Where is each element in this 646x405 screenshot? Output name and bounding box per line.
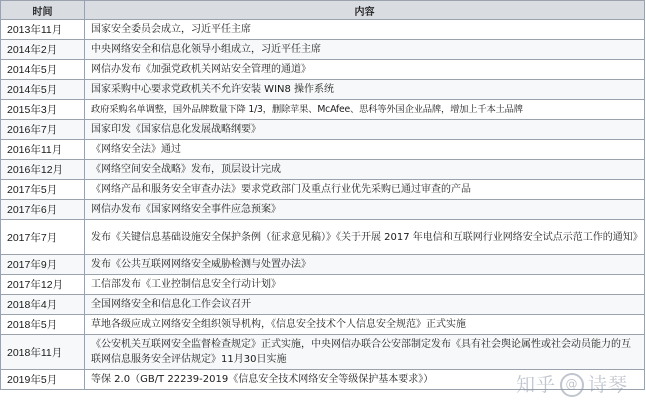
table-row — [1, 315, 645, 335]
table-row — [1, 160, 645, 180]
row-content: 国家安全委员会成立，习近平任主席 — [85, 20, 645, 40]
row-content: 《网络安全法》通过 — [85, 140, 645, 160]
watermark-author: 诗琴 — [587, 373, 628, 396]
table-body — [1, 20, 645, 390]
row-time: 2017年6月 — [1, 200, 85, 220]
table-header — [1, 1, 645, 20]
row-content: 《网络空间安全战略》发布，顶层设计完成 — [85, 160, 645, 180]
row-time: 2016年11月 — [1, 140, 85, 160]
table-row — [1, 220, 645, 255]
table-row — [1, 370, 645, 390]
table-row — [1, 20, 645, 40]
row-time: 2014年5月 — [1, 60, 85, 80]
table-row — [1, 275, 645, 295]
row-time: 2017年9月 — [1, 255, 85, 275]
row-time: 2014年2月 — [1, 40, 85, 60]
header-time: 时间 — [1, 1, 85, 20]
row-content: 网信办发布《国家网络安全事件应急预案》 — [85, 200, 645, 220]
row-time: 2014年5月 — [1, 80, 85, 100]
table-row — [1, 40, 645, 60]
row-content: 等保 2.0（GB/T 22239-2019《信息安全技术网络安全等级保护基本要求》） — [85, 370, 645, 390]
table-row — [1, 255, 645, 275]
table-row — [1, 140, 645, 160]
row-content: 草地各级应成立网络安全组织领导机构，《信息安全技术个人信息安全规范》正式实施 — [85, 315, 645, 335]
table-row — [1, 80, 645, 100]
row-content: 工信部发布《工业控制信息安全行动计划》 — [85, 275, 645, 295]
row-content: 国家印发《国家信息化发展战略纲要》 — [85, 120, 645, 140]
row-time: 2015年3月 — [1, 100, 85, 120]
header-row — [1, 1, 645, 20]
row-content: 网信办发布《加强党政机关网站安全管理的通道》 — [85, 60, 645, 80]
table-row — [1, 100, 645, 120]
row-time: 2016年7月 — [1, 120, 85, 140]
row-content: 中央网络安全和信息化领导小组成立，习近平任主席 — [85, 40, 645, 60]
row-content: 《网络产品和服务安全审查办法》要求党政部门及重点行业优先采购已通过审查的产品 — [85, 180, 645, 200]
table-row — [1, 120, 645, 140]
row-time: 2018年11月 — [1, 335, 85, 370]
row-content: 全国网络安全和信息化工作会议召开 — [85, 295, 645, 315]
table-row — [1, 335, 645, 370]
header-content: 内容 — [85, 1, 645, 20]
watermark-at-icon: @ — [560, 373, 584, 397]
row-content: 发布《公共互联网网络安全威胁检测与处置办法》 — [85, 255, 645, 275]
table-row — [1, 295, 645, 315]
row-time: 2018年4月 — [1, 295, 85, 315]
row-time: 2017年5月 — [1, 180, 85, 200]
row-time: 2017年12月 — [1, 275, 85, 295]
row-content: 《公安机关互联网安全监督检查规定》正式实施，中央网信办联合公安部制定发布《具有社会舆论属性或社会动员能力的互联网信息服务安全评估规定》11月30日实施 — [85, 335, 645, 370]
watermark-brand: 知乎 — [515, 373, 556, 396]
row-time: 2017年7月 — [1, 220, 85, 255]
row-time: 2018年5月 — [1, 315, 85, 335]
row-time: 2016年12月 — [1, 160, 85, 180]
table-row — [1, 180, 645, 200]
row-content: 发布《关键信息基础设施安全保护条例（征求意见稿）》《关于开展 2017 年电信和互联网行业网络安全试点示范工作的通知》 — [85, 220, 645, 255]
row-content: 国家采购中心要求党政机关不允许安装 WIN8 操作系统 — [85, 80, 645, 100]
table-row — [1, 60, 645, 80]
row-time: 2019年5月 — [1, 370, 85, 390]
table-row — [1, 200, 645, 220]
row-time: 2013年11月 — [1, 20, 85, 40]
row-content: 政府采购名单调整，国外品牌数量下降 1/3，删除苹果、McAfee、思科等外国企业品牌，增加上千本土品牌 — [85, 100, 645, 120]
